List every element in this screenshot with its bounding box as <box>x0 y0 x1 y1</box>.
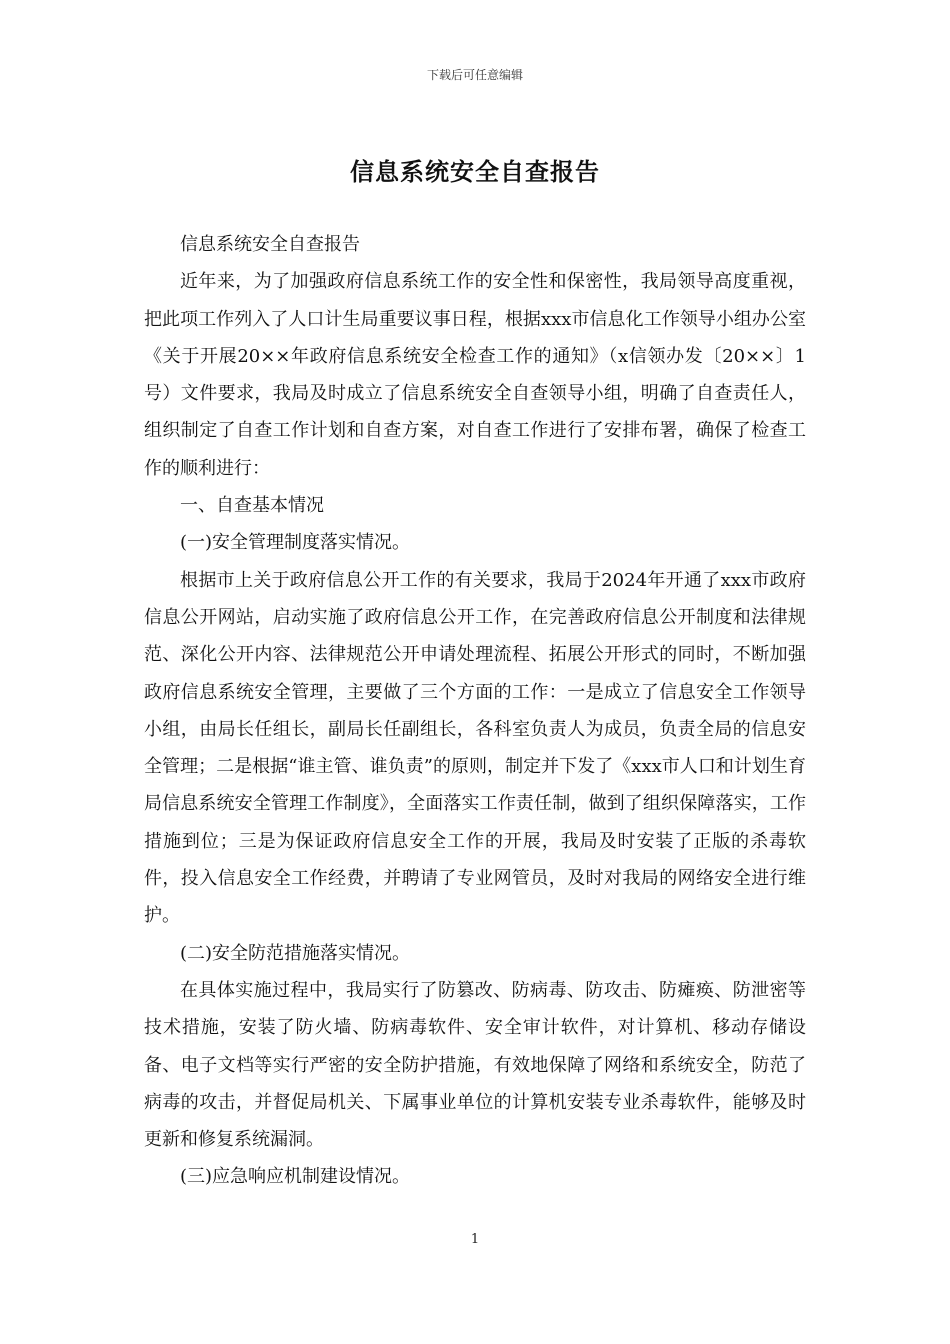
document-body <box>144 226 806 1196</box>
subsection-heading-1: (一)安全管理制度落实情况。 <box>180 532 411 554</box>
document-title: 信息系统安全自查报告 <box>350 157 600 186</box>
page-number: 1 <box>470 1232 480 1247</box>
paragraph-subtitle: 信息系统安全自查报告 <box>180 234 360 255</box>
subsection-heading-3: (三)应急响应机制建设情况。 <box>180 1166 411 1188</box>
subsection-heading-2: (二)安全防范措施落实情况。 <box>180 942 411 964</box>
page-header-note: 下载后可任意编辑 <box>426 68 523 82</box>
paragraph-management: 根据市上关于政府信息公开工作的有关要求，我局于2024年开通了xxx市政府信息公开网站，启动实施了政府信息公开工作，在完善政府信息公开制度和法律规范、深化公开内容、法律规范公开申请处理流程、拓展公开形式的同时，不断加强政府信息系统安全管理，主要做了三个方面的工作：一是成立了信息安全工作领导小组，由局长任组长，副局长任副组长，各科室负责人为成员，负责全局的信息安全管理；二是根据“谁主管、谁负责”的原则，制定并下发了《xxx市人口和计划生育局信息系统安全管理工作制度》，全面落实工作责任制，做到了组织保障落实，工作措施到位；三是为保证政府信息安全工作的开展，我局及时安装了正版的杀毒软件，投入信息安全工作经费，并聘请了专业网管员，及时对我局的网络安全进行维护。 <box>144 569 806 927</box>
paragraph-intro: 近年来，为了加强政府信息系统工作的安全性和保密性，我局领导高度重视，把此项工作列入了人口计生局重要议事日程，根据xxx市信息化工作领导小组办公室《关于开展20××年政府信息系统安全检查工作的通知》（x信领办发〔20××〕1号）文件要求，我局及时成立了信息系统安全自查领导小组，明确了自查责任人，组织制定了自查工作计划和自查方案，对自查工作进行了安排布署，确保了检查工作的顺利进行： <box>144 271 806 479</box>
section-heading-1: 一、自查基本情况 <box>180 495 324 517</box>
paragraph-measures: 在具体实施过程中，我局实行了防篡改、防病毒、防攻击、防瘫痪、防泄密等技术措施，安装了防火墙、防病毒软件、安全审计软件，对计算机、移动存储设备、电子文档等实行严密的安全防护措施，有效地保障了网络和系统安全，防范了病毒的攻击，并督促局机关、下属事业单位的计算机安装专业杀毒软件，能够及时更新和修复系统漏洞。 <box>144 979 806 1151</box>
